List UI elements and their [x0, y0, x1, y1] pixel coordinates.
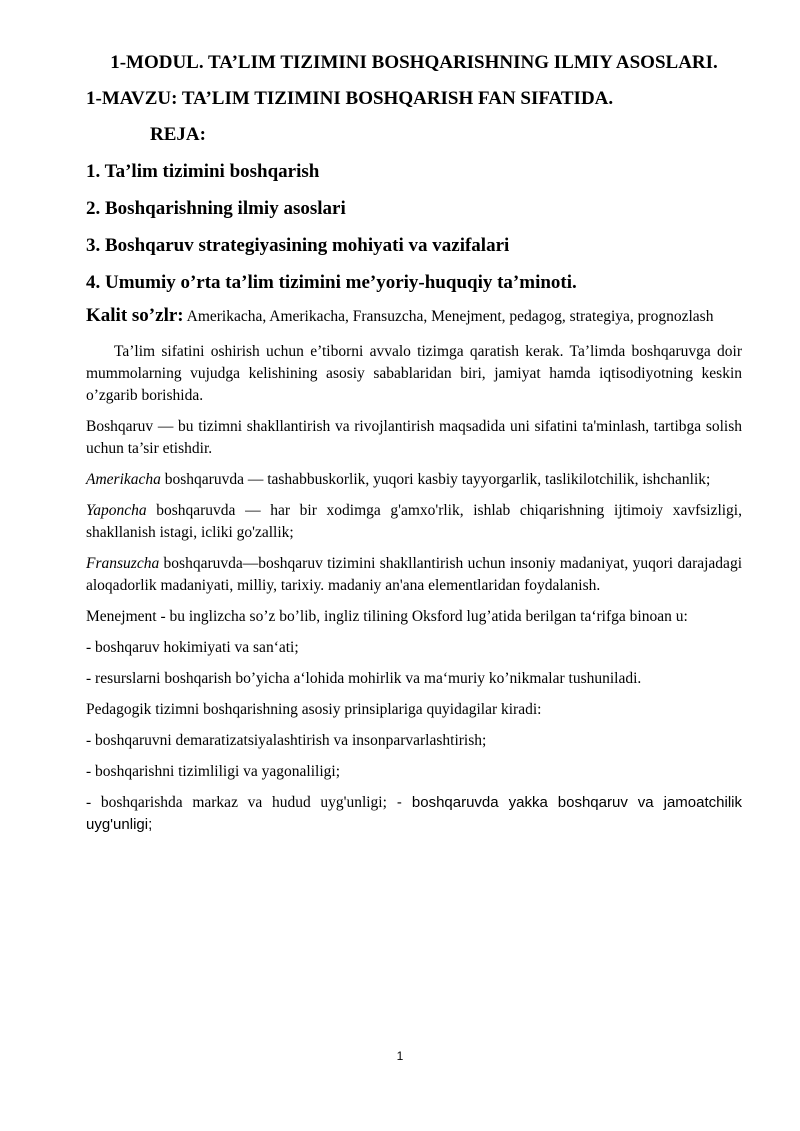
style-french	[86, 553, 742, 597]
principle-item-2: - boshqarishni tizimliligi va yagonaliligi;	[86, 763, 340, 780]
definition-paragraph: Boshqaruv — bu tizimni shakllantirish va rivojlantirish maqsadida uni sifatini ta'minlash, tartibga solish uchun ta’sir etishdir.	[86, 418, 742, 457]
management-item-2: - resurslarni boshqarish bo’yicha a‘lohida mohirlik va ma‘muriy ko’nikmalar tushuniladi.	[86, 670, 642, 687]
management-definition: Menejment - bu inglizcha so’z bo’lib, ingliz tilining Oksford lug’atida berilgan ta‘rifga binoan u:	[86, 608, 688, 625]
principles-intro: Pedagogik tizimni boshqarishning asosiy prinsiplariga quyidagilar kiradi:	[86, 701, 542, 718]
intro-paragraph: Ta’lim sifatini oshirish uchun e’tiborni avvalo tizimga qaratish kerak. Ta’limda boshqaruvga doir mummolarning vujudga kelishining asosiy sabablaridan biri, jamiyat hamda iqtisodiyotning keskin o’zgarib borishida.	[86, 343, 742, 404]
principle-item-3	[86, 792, 742, 836]
plan-item-1: 1. Ta’lim tizimini boshqarish	[86, 161, 320, 182]
keywords-paragraph	[86, 305, 742, 328]
plan-item-2: 2. Boshqarishning ilmiy asoslari	[86, 198, 346, 219]
keywords-text: Amerikacha, Amerikacha, Fransuzcha, Menejment, pedagog, strategiya, prognozlash	[183, 308, 714, 325]
topic-title: 1-MAVZU: TA’LIM TIZIMINI BOSHQARISH FAN SIFATIDA.	[86, 88, 614, 109]
style-term: Yaponcha	[86, 502, 147, 519]
style-text: boshqaruvda—boshqaruv tizimini shakllantirish uchun insoniy madaniyat, yuqori darajadagi aloqadorlik madaniyati, milliy, tarixiy. madaniy an'ana elementlaridan foydalanish.	[86, 555, 742, 594]
style-text: boshqaruvda — har bir xodimga g'amxo'rlik, ishlab chiqarishning ijtimoiy xavfsizligi, shakllanish istagi, icliki go'zallik;	[86, 502, 742, 541]
principle-text: - boshqarishda markaz va hudud uyg'unligi;	[86, 794, 387, 811]
style-term: Fransuzcha	[86, 555, 160, 572]
plan-item-4: 4. Umumiy o’rta ta’lim tizimini me’yoriy-huquqiy ta’minoti.	[86, 272, 577, 293]
principle-text-sans: - boshqaruvda yakka boshqaruv va jamoatchilik uyg'unligi;	[86, 794, 742, 833]
plan-item-3: 3. Boshqaruv strategiyasining mohiyati va vazifalari	[86, 235, 510, 256]
style-term: Amerikacha	[86, 471, 161, 488]
style-american	[86, 469, 742, 491]
style-text: boshqaruvda — tashabbuskorlik, yuqori kasbiy tayyorgarlik, taslikilotchilik, ishchanlik;	[160, 471, 711, 488]
principle-item-1: - boshqaruvni demaratizatsiyalashtirish va insonparvarlashtirish;	[86, 732, 487, 749]
plan-heading: REJA:	[150, 124, 206, 145]
page-number: 1	[396, 1049, 404, 1063]
management-item-1: - boshqaruv hokimiyati va san‘ati;	[86, 639, 299, 656]
document-page	[86, 50, 742, 836]
module-title: 1-MODUL. TA’LIM TIZIMINI BOSHQARISHNING ILMIY ASOSLARI.	[110, 52, 718, 73]
style-japanese	[86, 500, 742, 544]
keywords-label: Kalit so’zlr:	[86, 305, 184, 326]
